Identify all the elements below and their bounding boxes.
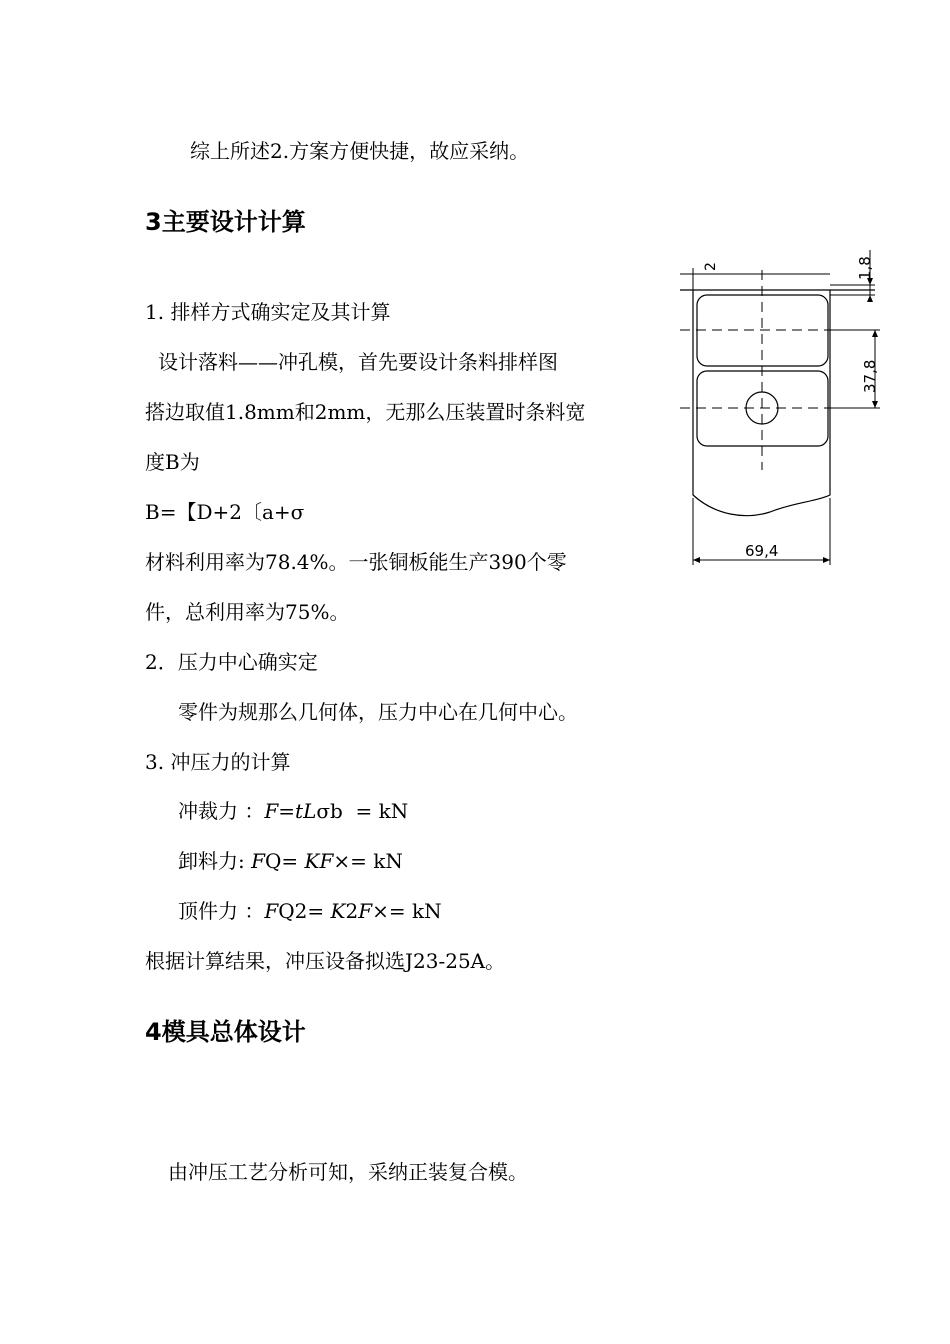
formula-var-k: K (304, 849, 320, 873)
formula-ejection-force (178, 897, 442, 925)
formula-var-two: 2 (345, 899, 359, 923)
formula-var-sigma: σb (316, 799, 343, 823)
formula-var-f2: F (319, 849, 334, 873)
strip-layout-diagram (670, 240, 890, 580)
formula-var-t: t (295, 799, 304, 823)
formula-b: B=【D+2〔a+σ (145, 500, 305, 524)
dim-bottom-label: 69,4 (745, 542, 779, 560)
section-4-heading: 4模具总体设计 (145, 1018, 306, 1046)
formula-var-l: L (303, 799, 317, 823)
formula-label: 冲裁力 ： (178, 799, 265, 823)
subsection-1-line-1: 设计落料——冲孔模，首先要设计条料排样图 (158, 350, 558, 374)
section-3-heading: 3主要设计计算 (145, 208, 306, 236)
formula-var-f: F (264, 899, 279, 923)
formula-var-k: K (330, 899, 346, 923)
subsection-1-line-4: 材料利用率为78.4%。一张铜板能生产390个零 (145, 550, 567, 574)
formula-label: 顶件力 ： (178, 899, 265, 923)
formula-var-f2: F (358, 899, 373, 923)
formula-eq: = (278, 799, 296, 823)
subsection-1-line-3: 度B为 (145, 450, 200, 474)
formula-label: 卸料力: (178, 849, 252, 873)
section-4-text: 由冲压工艺分析可知，采纳正装复合模。 (168, 1160, 528, 1184)
intro-paragraph: 综上所述2.方案方便快捷，故应采纳。 (190, 139, 530, 163)
formula-stripping-force (178, 847, 403, 875)
dim-left-top-label: 2 (703, 262, 719, 271)
formula-rest: = kN (342, 799, 409, 823)
subsection-3-title: 3. 冲压力的计算 (145, 750, 291, 774)
formula-var-f: F (264, 799, 279, 823)
subsection-1-line-2: 搭边取值1.8mm和2mm，无那么压装置时条料宽 (145, 400, 586, 424)
subsection-3-result: 根据计算结果，冲压设备拟选J23-25A。 (145, 949, 506, 973)
formula-var-q: Q2= (278, 899, 331, 923)
subsection-1-title: 1. 排样方式确实定及其计算 (145, 300, 391, 324)
formula-rest: ×= kN (372, 899, 442, 923)
dim-right-label: 37,8 (861, 359, 879, 393)
subsection-1-line-5: 件，总利用率为75%。 (145, 600, 350, 624)
dim-top-label: 1,8 (856, 256, 874, 280)
formula-blanking-force (178, 797, 408, 825)
subsection-2-title: 2．压力中心确实定 (145, 650, 318, 674)
subsection-2-text: 零件为规那么几何体，压力中心在几何中心。 (178, 700, 578, 724)
formula-var-q: Q= (265, 849, 305, 873)
formula-rest: ×= kN (333, 849, 403, 873)
formula-var-f: F (251, 849, 265, 873)
